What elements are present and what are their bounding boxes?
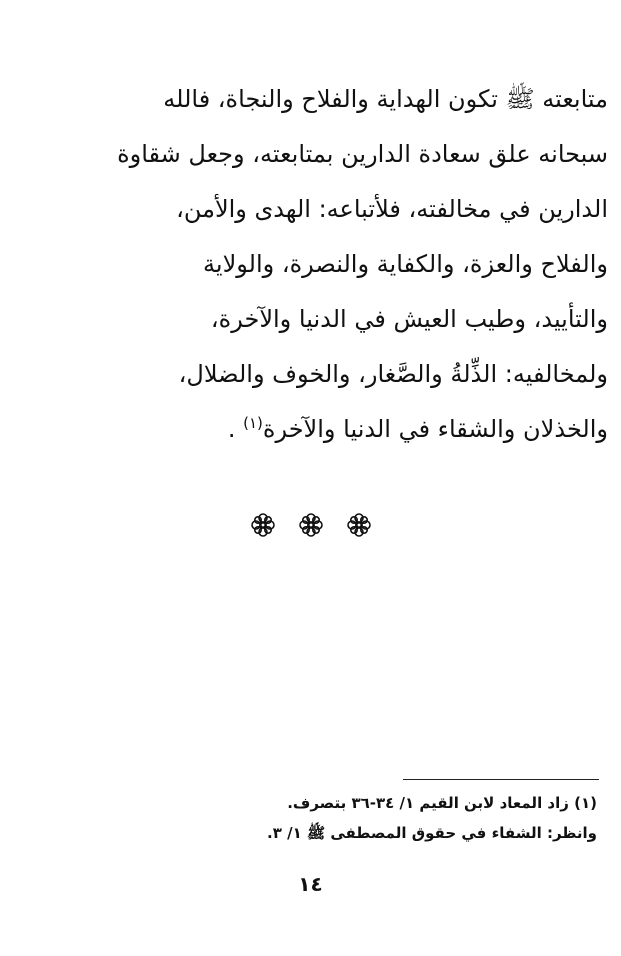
section-divider <box>0 512 621 538</box>
footnote-1: (١) زاد المعاد لابن القيم ١/ ٣٤-٣٦ بتصرف. <box>287 794 597 812</box>
text-line-3: الدارين في مخالفته، فلأتباعه: الهدى والأمن، <box>176 195 608 223</box>
text-line-6: ولمخالفيه: الذِّلةُ والصَّغار، والخوف والضلال، <box>178 360 608 388</box>
text-line-7 <box>48 402 608 457</box>
text-line-1: متابعته ﷺ تكون الهداية والفلاح والنجاة، فالله <box>163 85 608 113</box>
final-period: . <box>227 415 236 443</box>
text-line-4: والفلاح والعزة، والكفاية والنصرة، والولاية <box>203 250 608 278</box>
text-line-5: والتأييد، وطيب العيش في الدنيا والآخرة، <box>210 305 608 333</box>
flower-ornament-icon <box>250 512 276 538</box>
footnotes <box>77 788 597 848</box>
main-paragraph <box>48 72 608 457</box>
footnote-reference[interactable]: (١) <box>243 414 263 432</box>
text-line-7-content: والخذلان والشقاء في الدنيا والآخرة <box>262 415 608 443</box>
text-line-2: سبحانه علق سعادة الدارين بمتابعته، وجعل شقاوة <box>117 140 608 168</box>
flower-ornament-icon <box>346 512 372 538</box>
footnote-1-continuation: وانظر: الشفاء في حقوق المصطفى ﷺ ١/ ٣. <box>267 824 597 842</box>
flower-ornament-icon <box>298 512 324 538</box>
page-number: ١٤ <box>298 872 323 896</box>
footnote-divider <box>403 779 599 780</box>
